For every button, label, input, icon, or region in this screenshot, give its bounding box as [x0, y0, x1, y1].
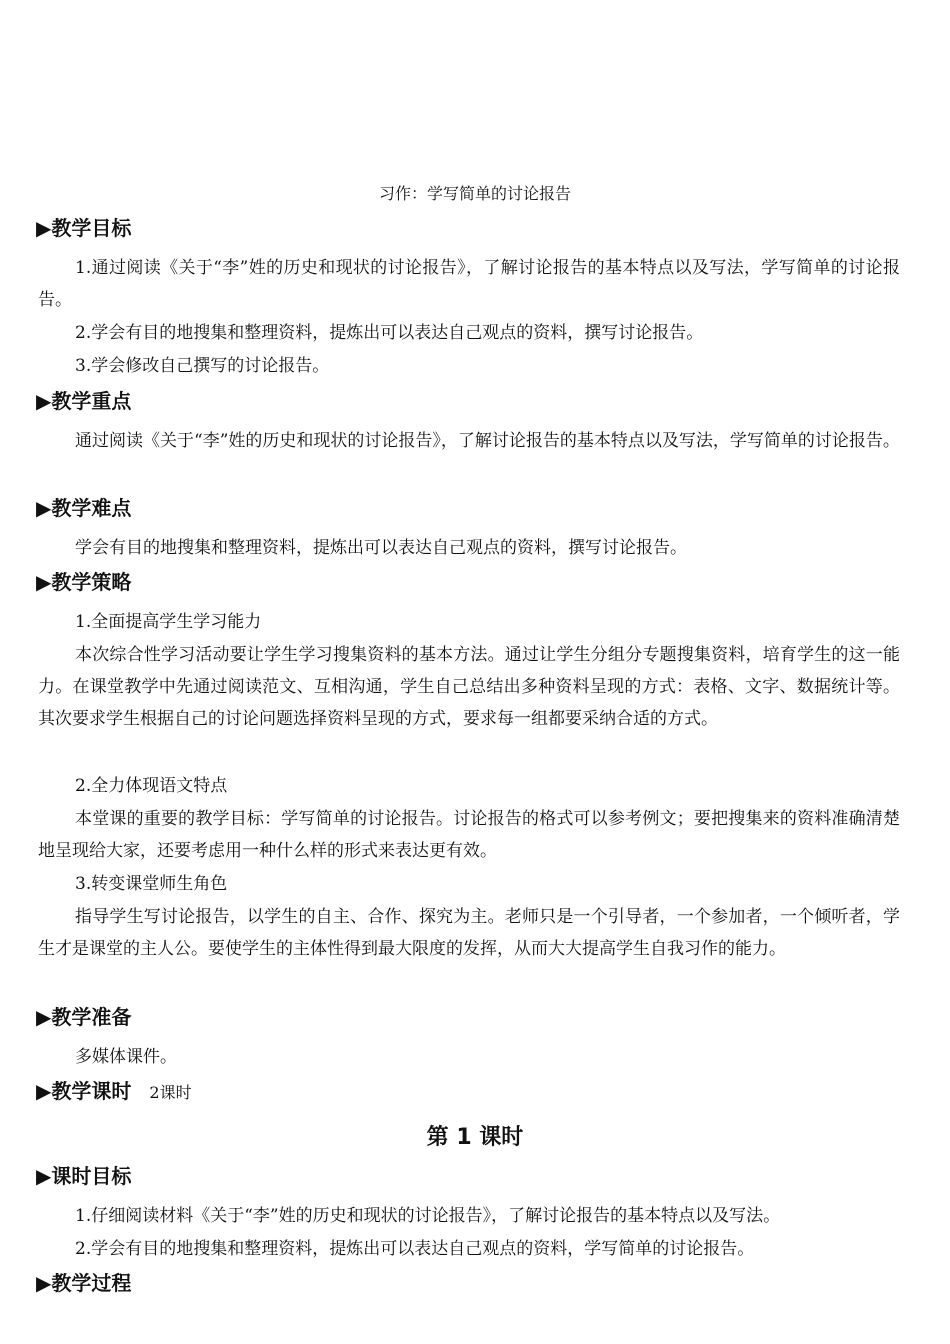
strategy-paragraph-2: 本堂课的重要的教学目标：学写简单的讨论报告。讨论报告的格式可以参考例文；要把搜集来的资料准确清楚地呈现给大家，还要考虑用一种什么样的形式来表达更有效。 — [38, 809, 900, 861]
key-points-text: 通过阅读《关于“李”姓的历史和现状的讨论报告》，了解讨论报告的基本特点以及写法，学写简单的讨论报告。 — [75, 431, 900, 451]
lesson-title: 第 1 课时 — [426, 1125, 524, 1150]
heading-key-points: ▶教学重点 — [36, 389, 132, 413]
heading-difficulties: ▶教学难点 — [36, 496, 132, 520]
strategy-item-3: 3.转变课堂师生角色 — [75, 874, 228, 894]
strategy-item-1: 1.全面提高学生学习能力 — [75, 612, 262, 632]
heading-preparation: ▶教学准备 — [36, 1005, 132, 1029]
strategy-paragraph-3: 指导学生写讨论报告，以学生的自主、合作、探究为主。老师只是一个引导者，一个参加者，一个倾听者，学生才是课堂的主人公。要使学生的主体性得到最大限度的发挥，从而大大提高学生自我习作的能力。 — [38, 907, 900, 959]
class-hours-label: ▶教学课时 — [36, 1079, 132, 1103]
heading-strategy: ▶教学策略 — [36, 570, 132, 594]
class-hours-value: 2课时 — [149, 1083, 192, 1102]
lesson-goal-1: 1.仔细阅读材料《关于“李”姓的历史和现状的讨论报告》，了解讨论报告的基本特点以及写法。 — [75, 1206, 781, 1226]
preparation-text: 多媒体课件。 — [75, 1047, 177, 1067]
lesson-goal-2: 2.学会有目的地搜集和整理资料，提炼出可以表达自己观点的资料，学写简单的讨论报告。 — [75, 1239, 755, 1259]
goal-item-2: 2.学会有目的地搜集和整理资料，提炼出可以表达自己观点的资料，撰写讨论报告。 — [75, 323, 704, 343]
strategy-paragraph-1: 本次综合性学习活动要让学生学习搜集资料的基本方法。通过让学生分组分专题搜集资料，培育学生的这一能力。在课堂教学中先通过阅读范文、互相沟通，学生自己总结出多种资料呈现的方式：表格、文字、数据统计等。其次要求学生根据自己的讨论问题选择资料呈现的方式，要求每一组都要采纳合适的方式。 — [38, 645, 900, 729]
goal-item-3: 3.学会修改自己撰写的讨论报告。 — [75, 356, 330, 376]
heading-teaching-goals: ▶教学目标 — [36, 216, 132, 240]
heading-lesson-goals: ▶课时目标 — [36, 1164, 132, 1188]
page-title: 习作：学写简单的讨论报告 — [378, 184, 571, 203]
strategy-item-2: 2.全力体现语文特点 — [75, 776, 228, 796]
heading-class-hours — [36, 1077, 192, 1107]
difficulties-text: 学会有目的地搜集和整理资料，提炼出可以表达自己观点的资料，撰写讨论报告。 — [75, 538, 687, 558]
goal-item-1: 1.通过阅读《关于“李”姓的历史和现状的讨论报告》，了解讨论报告的基本特点以及写法，学写简单的讨论报告。 — [38, 258, 900, 310]
heading-teaching-process: ▶教学过程 — [36, 1271, 132, 1295]
